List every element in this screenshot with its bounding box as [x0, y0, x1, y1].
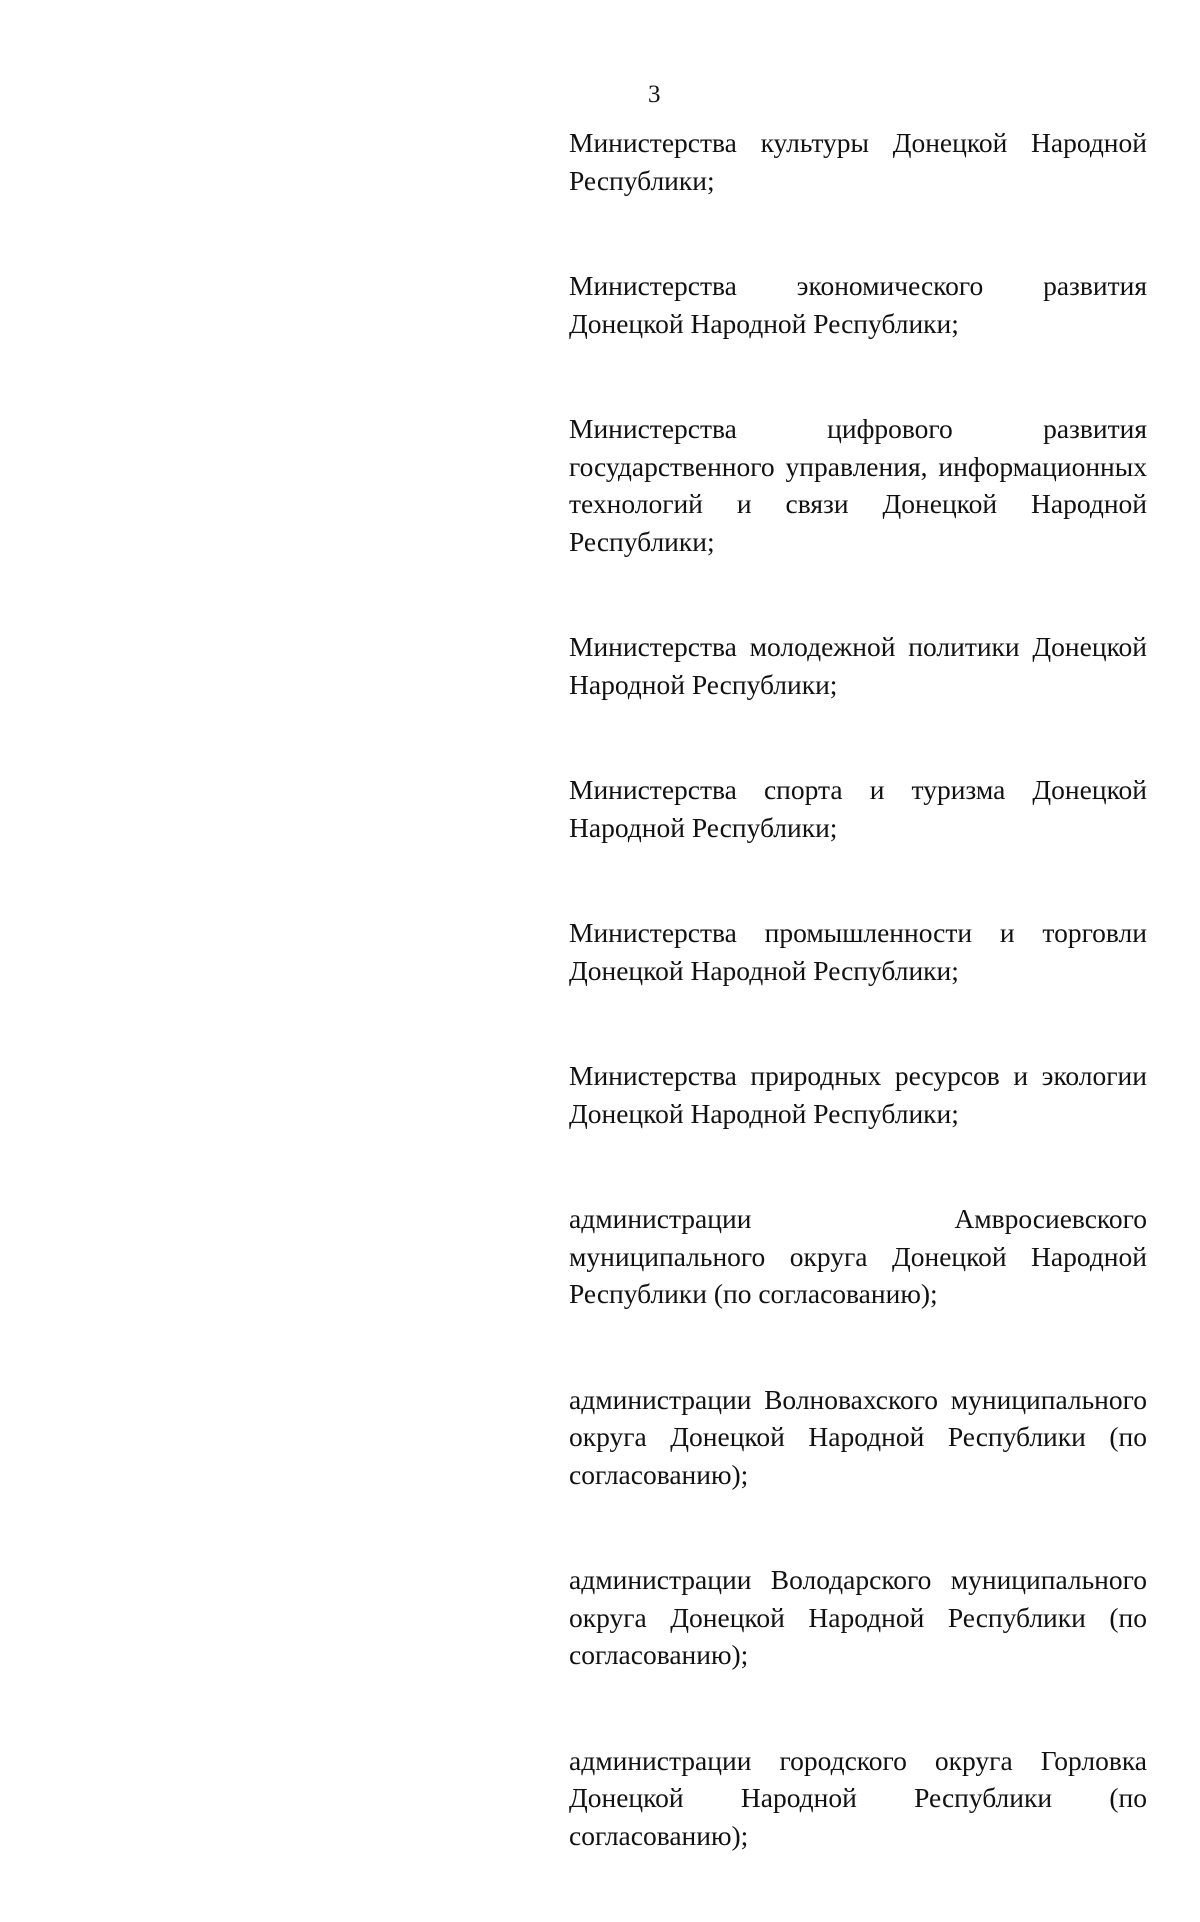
list-item: Министерства молодежной политики Донецкой Народной Республики; — [569, 631, 1147, 700]
list-item: Министерства цифрового развития государственного управления, информационных технологий и связи Донецкой Народной Республики; — [569, 413, 1147, 557]
addressee-list — [569, 124, 1147, 1922]
list-item: Министерства промышленности и торговли Донецкой Народной Республики; — [569, 917, 1147, 986]
list-item: Министерства природных ресурсов и экологии Донецкой Народной Республики; — [569, 1060, 1147, 1129]
list-item: администрации Амвросиевского муниципального округа Донецкой Народной Республики (по согласованию); — [569, 1203, 1147, 1309]
list-item: администрации городского округа Горловка Донецкой Народной Республики (по согласованию); — [569, 1744, 1147, 1851]
list-item: Министерства культуры Донецкой Народной Республики; — [569, 127, 1147, 196]
list-item: Министерства спорта и туризма Донецкой Народной Республики; — [569, 774, 1147, 843]
page-number: 3 — [648, 81, 661, 108]
list-item: администрации Волновахского муниципального округа Донецкой Народной Республики (по согласованию); — [569, 1383, 1147, 1490]
list-item: Министерства экономического развития Донецкой Народной Республики; — [569, 270, 1147, 339]
list-item: администрации Володарского муниципального округа Донецкой Народной Республики (по согласованию); — [569, 1564, 1147, 1670]
